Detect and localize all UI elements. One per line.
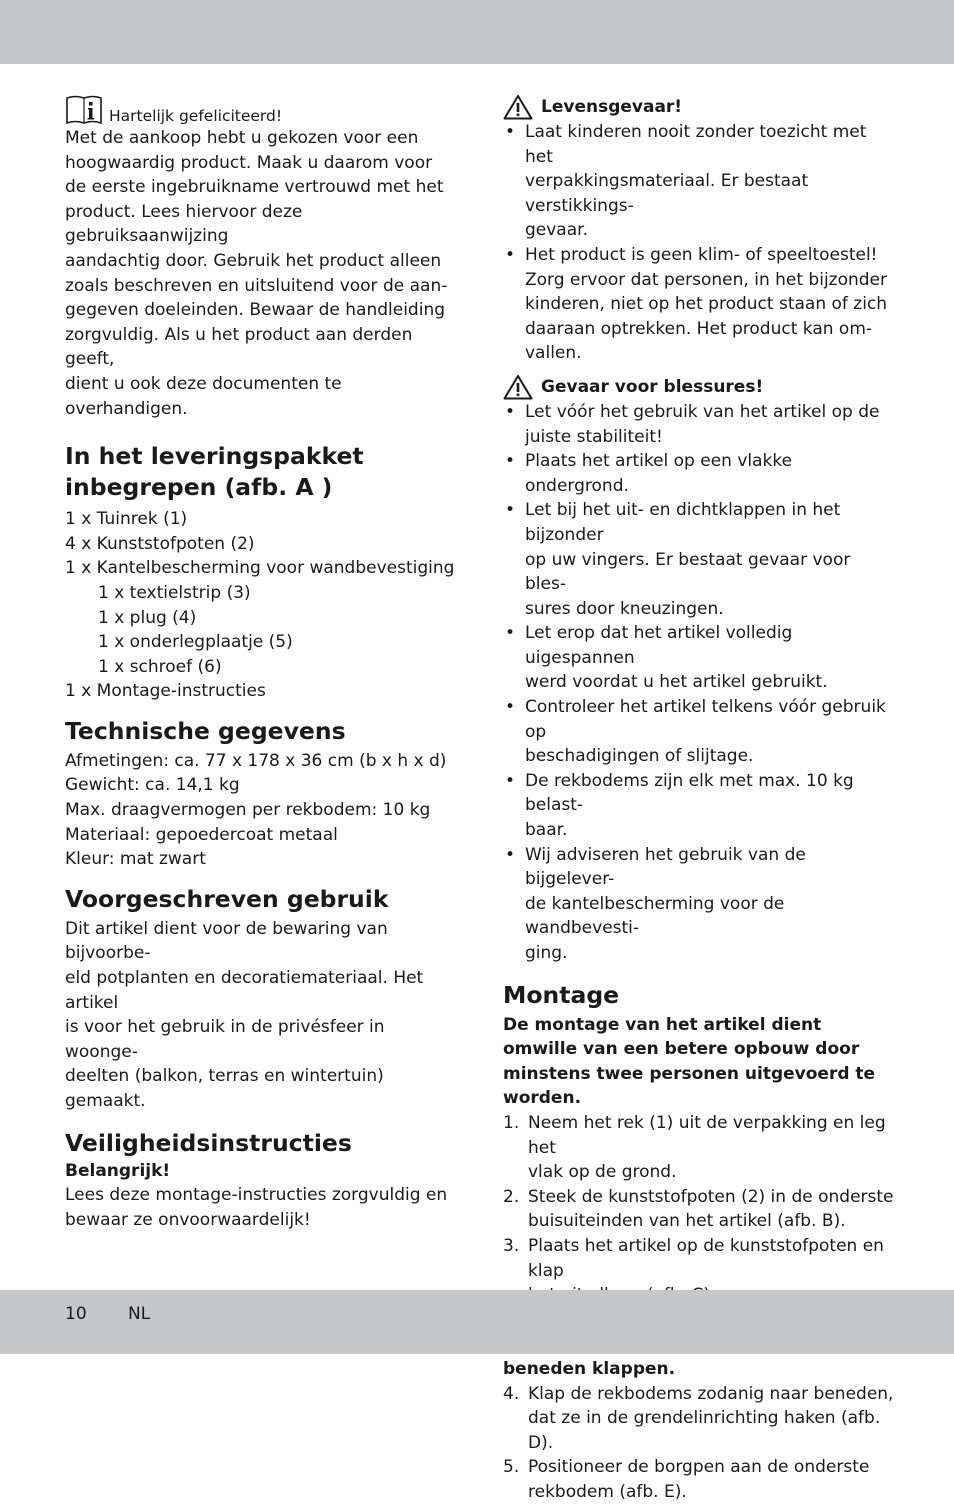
intended-use-line: deelten (balkon, terras en wintertuin) gemaakt. (65, 1064, 455, 1113)
safety-line: bewaar ze onvoorwaardelijk! (65, 1208, 455, 1233)
step-line: Plaats het artikel op de kunststofpoten en klap (528, 1234, 895, 1283)
step-line: Klap de rekbodems zodanig naar beneden, (528, 1382, 895, 1407)
step-line: rekbodem (afb. E). (528, 1480, 895, 1504)
intro-line: zorgvuldig. Als u het product aan derden geeft, (65, 323, 455, 372)
delivery-subitem: 1 x textielstrip (3) (65, 581, 455, 606)
page-number: 10 (65, 1304, 87, 1324)
info-book-icon (65, 94, 103, 126)
assembly-note-line: beneden klappen. (503, 1357, 895, 1382)
safety-subheading: Belangrijk! (65, 1159, 455, 1184)
assembly-heading: Montage (503, 980, 895, 1011)
safety-line: Lees deze montage-instructies zorgvuldig en (65, 1183, 455, 1208)
list-item (503, 243, 895, 366)
list-item (503, 400, 895, 449)
bullet-line: • Let vóór het gebruik van het artikel op de (525, 400, 895, 425)
step-line: Steek de kunststofpoten (2) in de onderste (528, 1185, 895, 1210)
bullet-line: • Wij adviseren het gebruik van de bijgelever- (525, 843, 895, 892)
technical-heading: Technische gegevens (65, 716, 455, 747)
list-item (503, 621, 895, 695)
bullet-line: • Laat kinderen nooit zonder toezicht met het (525, 120, 895, 169)
intro-line: gegeven doeleinden. Bewaar de handleiding (65, 298, 455, 323)
intro-line: zoals beschreven en uitsluitend voor de aan- (65, 274, 455, 299)
step-number: 1. (503, 1111, 519, 1136)
left-column (65, 94, 455, 1232)
bullet-line: verpakkingsmateriaal. Er bestaat verstikkings- (525, 169, 895, 218)
delivery-subitem: 1 x plug (4) (65, 606, 455, 631)
step-line: vlak op de grond. (528, 1160, 895, 1185)
list-item (503, 695, 895, 769)
assembly-steps-b (503, 1382, 895, 1504)
bullet-line: • De rekbodems zijn elk met max. 10 kg belast- (525, 769, 895, 818)
technical-line: Afmetingen: ca. 77 x 178 x 36 cm (b x h x d) (65, 749, 455, 774)
bullet-line: • Het product is geen klim- of speeltoestel! (525, 243, 895, 268)
intended-use-heading: Voorgeschreven gebruik (65, 884, 455, 915)
bullet-line: werd voordat u het artikel gebruikt. (525, 670, 895, 695)
step-number: 5. (503, 1455, 519, 1480)
bullet-line: sures door kneuzingen. (525, 597, 895, 622)
delivery-item: 1 x Kantelbescherming voor wandbevestiging (65, 556, 455, 581)
delivery-heading-line1: In het leveringspakket (65, 441, 455, 472)
bullet-line: beschadigingen of slijtage. (525, 744, 895, 769)
intro-line: dient u ook deze documenten te overhandigen. (65, 372, 455, 421)
step-number: 4. (503, 1382, 519, 1407)
list-item (503, 1185, 895, 1234)
bullet-line: ging. (525, 941, 895, 966)
bullet-line: • Let erop dat het artikel volledig uigespannen (525, 621, 895, 670)
delivery-subitem: 1 x onderlegplaatje (5) (65, 630, 455, 655)
intro-greeting: Hartelijk gefeliciteerd! (109, 106, 282, 126)
step-number: 2. (503, 1185, 519, 1210)
technical-line: Materiaal: gepoedercoat metaal (65, 823, 455, 848)
bullet-line: op uw vingers. Er bestaat gevaar voor bles- (525, 548, 895, 597)
intro-line: Met de aankoop hebt u gekozen voor een (65, 126, 455, 151)
step-line: Positioneer de borgpen aan de onderste (528, 1455, 895, 1480)
list-item (503, 769, 895, 843)
delivery-item: 1 x Montage-instructies (65, 679, 455, 704)
assembly-intro-line: worden. (503, 1086, 895, 1111)
bullet-line: de kantelbescherming voor de wandbevesti- (525, 892, 895, 941)
list-item (503, 1455, 895, 1504)
step-line: dat ze in de grendelinrichting haken (afb. D). (528, 1406, 895, 1455)
danger-life-list (503, 120, 895, 366)
list-item (503, 120, 895, 243)
bullet-line: juiste stabiliteit! (525, 425, 895, 450)
intended-use-line: Dit artikel dient voor de bewaring van bijvoorbe- (65, 917, 455, 966)
step-line: buisuiteinden van het artikel (afb. B). (528, 1209, 895, 1234)
bullet-line: gevaar. (525, 218, 895, 243)
technical-line: Gewicht: ca. 14,1 kg (65, 773, 455, 798)
delivery-item: 4 x Kunststofpoten (2) (65, 532, 455, 557)
assembly-intro-line: omwille van een betere opbouw door (503, 1037, 895, 1062)
danger-injury-heading-row (503, 374, 895, 400)
assembly-steps-a (503, 1111, 895, 1308)
bullet-line: vallen. (525, 341, 895, 366)
assembly-intro-line: De montage van het artikel dient (503, 1013, 895, 1038)
bullet-line: • Plaats het artikel op een vlakke ondergrond. (525, 449, 895, 498)
list-item (503, 498, 895, 621)
warning-triangle-icon (503, 374, 533, 400)
list-item (503, 1382, 895, 1456)
intro-paragraph (65, 126, 455, 421)
bullet-line: kinderen, niet op het product staan of zich (525, 292, 895, 317)
delivery-subitem: 1 x schroef (6) (65, 655, 455, 680)
step-line: Neem het rek (1) uit de verpakking en leg het (528, 1111, 895, 1160)
technical-line: Kleur: mat zwart (65, 847, 455, 872)
intended-use-line: is voor het gebruik in de privésfeer in woonge- (65, 1015, 455, 1064)
list-item (503, 843, 895, 966)
technical-line: Max. draagvermogen per rekbodem: 10 kg (65, 798, 455, 823)
language-code: NL (128, 1304, 150, 1324)
header-band (0, 0, 954, 64)
delivery-item: 1 x Tuinrek (1) (65, 507, 455, 532)
bullet-line: • Controleer het artikel telkens vóór gebruik op (525, 695, 895, 744)
bullet-line: daaraan optrekken. Het product kan om- (525, 317, 895, 342)
bullet-line: baar. (525, 818, 895, 843)
danger-life-heading-row (503, 94, 895, 120)
delivery-heading (65, 441, 455, 503)
bullet-line: • Let bij het uit- en dichtklappen in het bijzonder (525, 498, 895, 547)
intro-line: hoogwaardig product. Maak u daarom voor (65, 151, 455, 176)
intended-use-line: eld potplanten en decoratiemateriaal. Het artikel (65, 966, 455, 1015)
danger-life-heading: Levensgevaar! (541, 95, 682, 120)
intro-line: product. Lees hiervoor deze gebruiksaanwijzing (65, 200, 455, 249)
list-item (503, 449, 895, 498)
warning-triangle-icon (503, 94, 533, 120)
safety-heading: Veiligheidsinstructies (65, 1128, 455, 1159)
assembly-intro-line: minstens twee personen uitgevoerd te (503, 1062, 895, 1087)
intro-line: de eerste ingebruikname vertrouwd met het (65, 175, 455, 200)
assembly-intro (503, 1013, 895, 1111)
step-number: 3. (503, 1234, 519, 1259)
intro-greeting-row (65, 94, 455, 126)
list-item (503, 1111, 895, 1185)
intro-line: aandachtig door. Gebruik het product alleen (65, 249, 455, 274)
danger-injury-list (503, 400, 895, 966)
danger-injury-heading: Gevaar voor blessures! (541, 375, 763, 400)
delivery-heading-line2: inbegrepen (afb. A ) (65, 472, 455, 503)
bullet-line: Zorg ervoor dat personen, in het bijzonder (525, 268, 895, 293)
